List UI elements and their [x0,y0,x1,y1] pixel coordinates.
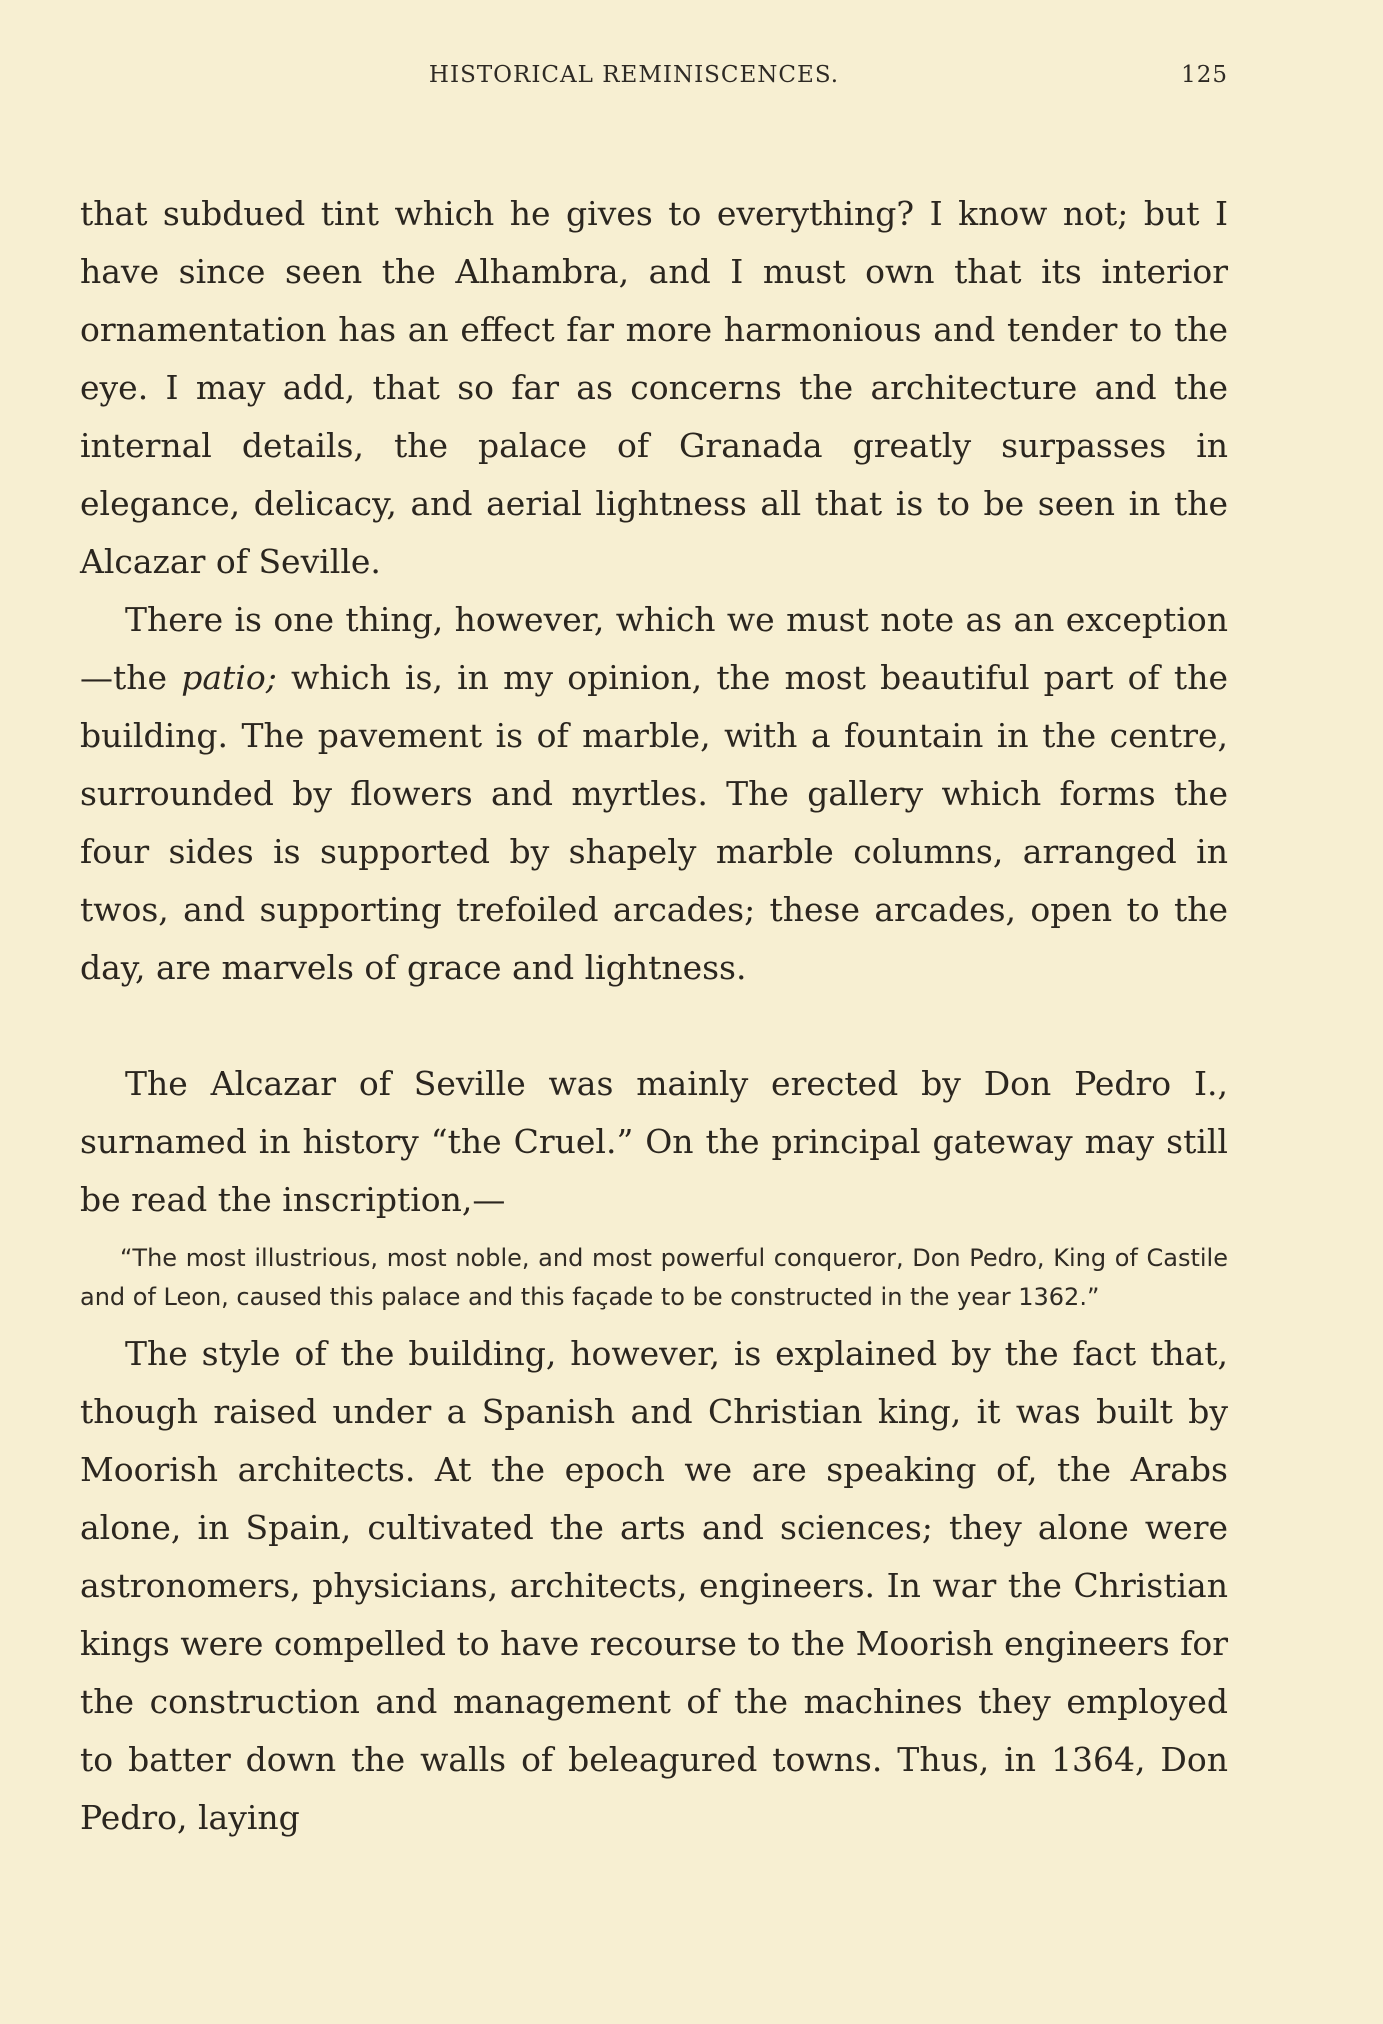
page-header [80,62,1228,102]
paragraph-alcazar: The Alcazar of Seville was mainly erected by Don Pedro I., surnamed in history “the Cruel.” On the principal gateway may still be read the inscription,— [80,1064,1228,1219]
page-number: 125 [1181,62,1228,88]
paragraph-continuation: that subdued tint which he gives to everything? I know not; but I have since seen the Alhambra, and I must own that its interior ornamentation has an effect far more harmonious and tender to the eye. I may add, that so far as concerns the architecture and the internal details, the palace of Granada greatly surpasses in elegance, delicacy, and aerial lightness all that is to be seen in the Alcazar of Seville. [80,194,1228,581]
paragraph-patio-text-start: There is one thing, however, which we must note as an exception—the [80,600,1228,697]
paragraph-moorish-architects: The style of the building, however, is explained by the fact that, though raised under a Spanish and Christian king, it was built by Moorish architects. At the epoch we are speaking of, the Arabs alone, in Spain, cultivated the arts and sciences; they alone were astronomers, physicians, architects, engineers. In war the Christian kings were compelled to have recourse to the Moorish engineers for the construction and management of the machines they employed to batter down the walls of beleagured towns. Thus, in 1364, Don Pedro, laying [80,1334,1228,1837]
paragraph-patio-text-end: which is, in my opinion, the most beautiful part of the building. The pavement is of marble, with a fountain in the centre, surrounded by flowers and myrtles. The gallery which forms the four sides is supported by shapely marble columns, arranged in twos, and supporting trefoiled arcades; these arcades, open to the day, are marvels of grace and lightness. [80,658,1228,987]
running-head: HISTORICAL REMINISCENCES. [428,62,840,88]
paragraph-patio [80,591,1228,997]
paragraph-spacer [80,997,1228,1055]
patio-italic-word: patio; [181,658,277,697]
page-body [80,185,1228,1847]
inscription-quote: “The most illustrious, most noble, and most powerful conqueror, Don Pedro, King of Castile and of Leon, caused this palace and this façade to be constructed in the year 1362.” [80,1244,1228,1311]
